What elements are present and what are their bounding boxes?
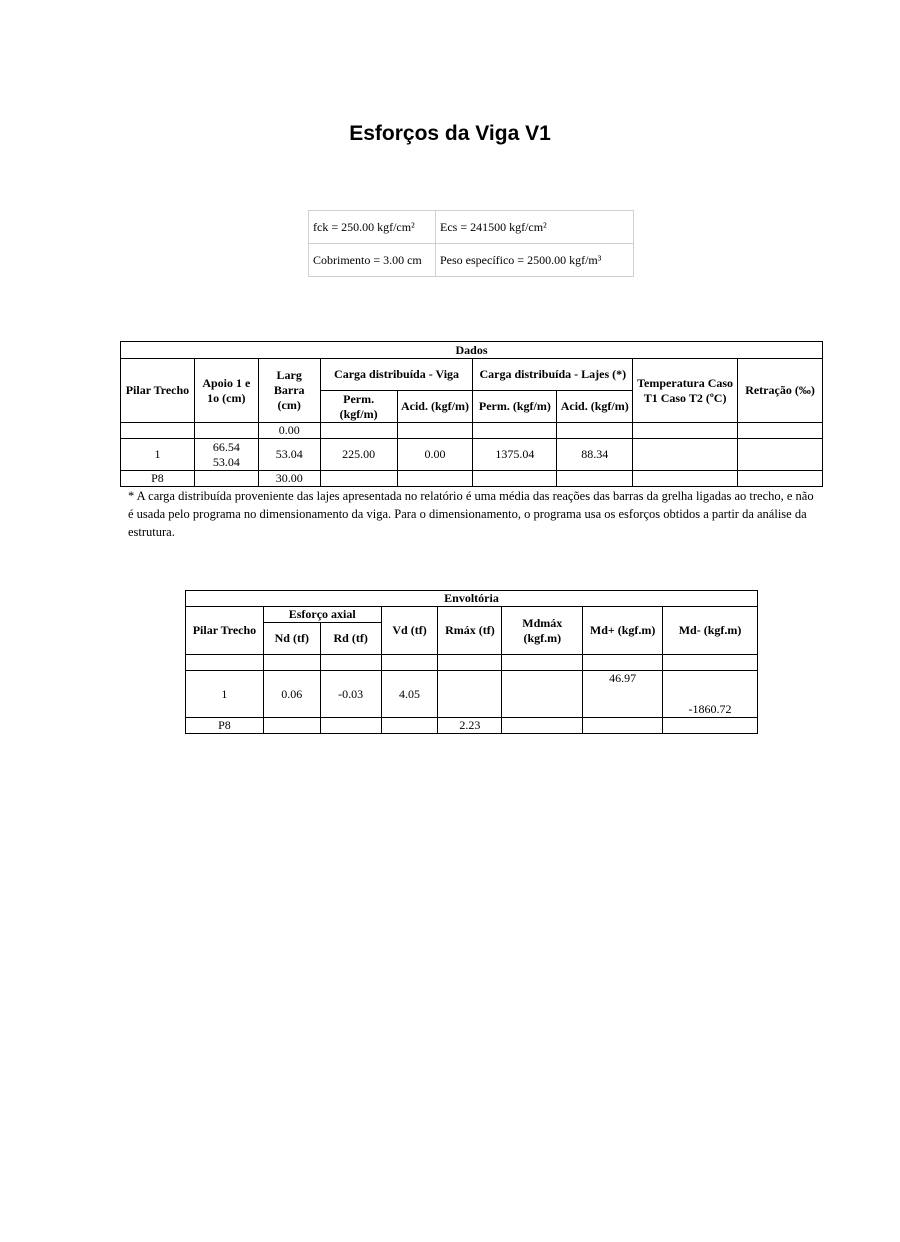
viga-perm-cell: 225.00 (320, 439, 397, 471)
table-row (121, 439, 823, 471)
larg-cell: 30.00 (258, 471, 320, 487)
header-viga-acid: Acid. (kgf/m) (397, 391, 473, 423)
header-lajes-acid: Acid. (kgf/m) (557, 391, 633, 423)
table-row (186, 655, 758, 671)
envoltoria-table (185, 590, 758, 734)
table-row (121, 471, 823, 487)
header-retracao: Retração (‰) (738, 359, 823, 423)
pilar-cell: 1 (186, 671, 264, 718)
apoio-1-value: 66.54 (212, 439, 240, 454)
fck-value: fck = 250.00 kgf/cm² (309, 211, 436, 244)
header-nd: Nd (tf) (263, 623, 320, 655)
header-temperatura: Temperatura Caso T1 Caso T2 (ºC) (633, 359, 738, 423)
header-pilar-trecho: Pilar Trecho (186, 607, 264, 655)
header-lajes-perm: Perm. (kgf/m) (473, 391, 557, 423)
lajes-perm-cell: 1375.04 (473, 439, 557, 471)
rmax-cell: 2.23 (438, 718, 502, 734)
header-vd: Vd (tf) (381, 607, 438, 655)
vd-cell: 4.05 (381, 671, 438, 718)
footnote: * A carga distribuída proveniente das lajes apresentada no relatório é uma média das reações das barras da grelha ligadas ao trecho, e não é usada pelo programa no dimensionamento da viga. Para o dimensionamento, o programa usa os esforços obtidos a partir da análise da estrutura. (128, 489, 814, 539)
rd-cell: -0.03 (320, 671, 381, 718)
apoio-cell (194, 439, 258, 471)
dados-title: Dados (121, 342, 823, 359)
header-larg-barra: Larg Barra (cm) (258, 359, 320, 423)
header-carga-lajes: Carga distribuída - Lajes (*) (473, 359, 633, 391)
md-pos-cell: 46.97 (583, 671, 663, 718)
material-properties-table (308, 210, 634, 277)
lajes-acid-cell: 88.34 (557, 439, 633, 471)
header-md-pos: Md+ (kgf.m) (583, 607, 663, 655)
table-row (186, 718, 758, 734)
header-esforco-axial: Esforço axial (263, 607, 381, 623)
cobrimento-value: Cobrimento = 3.00 cm (309, 244, 436, 277)
header-apoio: Apoio 1 e 1o (cm) (194, 359, 258, 423)
header-rd: Rd (tf) (320, 623, 381, 655)
header-rmax: Rmáx (tf) (438, 607, 502, 655)
table-row (121, 423, 823, 439)
header-viga-perm: Perm. (kgf/m) (320, 391, 397, 423)
md-neg-cell: -1860.72 (663, 671, 758, 718)
table-row (186, 671, 758, 718)
header-mdmax: Mdmáx (kgf.m) (502, 607, 583, 655)
header-carga-viga: Carga distribuída - Viga (320, 359, 473, 391)
apoio-1o-value: 53.04 (212, 454, 240, 469)
pilar-cell: 1 (121, 439, 195, 471)
nd-cell: 0.06 (263, 671, 320, 718)
page-title: Esforços da Viga V1 (349, 122, 551, 145)
ecs-value: Ecs = 241500 kgf/cm² (436, 211, 634, 244)
viga-acid-cell: 0.00 (397, 439, 473, 471)
peso-especifico-value: Peso específico = 2500.00 kgf/m³ (436, 244, 634, 277)
envoltoria-title: Envoltória (186, 591, 758, 607)
larg-cell: 0.00 (258, 423, 320, 439)
larg-cell: 53.04 (258, 439, 320, 471)
pilar-cell: P8 (186, 718, 264, 734)
header-pilar-trecho: Pilar Trecho (121, 359, 195, 423)
dados-table (120, 341, 823, 487)
header-md-neg: Md- (kgf.m) (663, 607, 758, 655)
pilar-cell: P8 (121, 471, 195, 487)
